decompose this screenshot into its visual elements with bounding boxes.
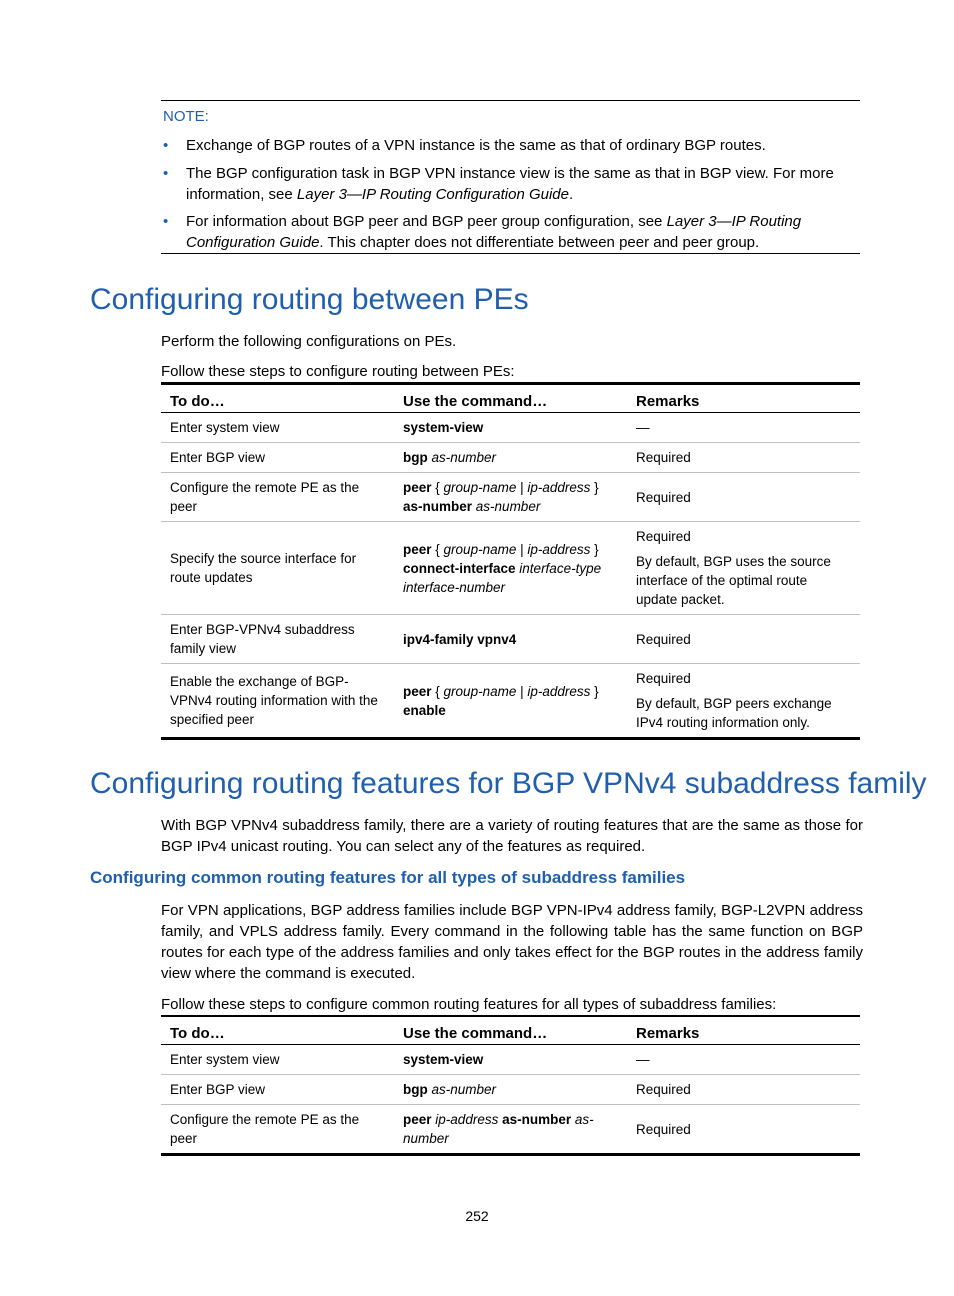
column-header: Remarks [627, 1017, 860, 1045]
todo-cell: Enter BGP view [161, 443, 394, 473]
bullet-icon: • [163, 137, 169, 154]
column-header: Remarks [627, 385, 860, 413]
table-row [161, 473, 860, 522]
note-bottom-rule [161, 253, 860, 254]
table-row [161, 1045, 860, 1075]
section-heading: Configuring routing between PEs [90, 283, 529, 316]
remarks-cell: Required [636, 1121, 691, 1137]
column-header: Use the command… [394, 1017, 627, 1045]
column-header: Use the command… [394, 385, 627, 413]
remarks-cell: Required By default, BGP peers exchange IPv4 routing information only. [636, 671, 832, 730]
table-row [161, 1075, 860, 1105]
todo-cell: Enter BGP view [161, 1075, 394, 1105]
table-row [161, 1105, 860, 1154]
table-row [161, 664, 860, 738]
table-row [161, 443, 860, 473]
table-bottom-rule [161, 737, 860, 740]
table-row [161, 413, 860, 443]
page-number: 252 [465, 1208, 489, 1224]
table-row [161, 615, 860, 664]
steps-intro: Follow these steps to configure routing between PEs: [161, 363, 515, 380]
todo-cell: Configure the remote PE as the peer [161, 473, 394, 522]
section-intro: With BGP VPNv4 subaddress family, there are a variety of routing features that are the same as those for BGP IPv4 unicast routing. You can select any of the features as required. [161, 817, 863, 855]
todo-cell: Configure the remote PE as the peer [170, 1112, 360, 1146]
table-header-row [161, 385, 860, 413]
command-cell: system-view [394, 1045, 627, 1075]
table-bottom-rule [161, 1153, 860, 1156]
steps-table [161, 385, 860, 737]
todo-cell: Enter system view [161, 1045, 394, 1075]
todo-cell: Specify the source interface for route updates [161, 522, 394, 615]
todo-cell: Enter system view [161, 413, 394, 443]
remarks-cell: Required [627, 615, 860, 664]
remarks-cell: — [627, 413, 860, 443]
subsection-body: For VPN applications, BGP address families include BGP VPN-IPv4 address family, BGP-L2VPN address family, and VPLS address family. Every command in the following table has the same function on BGP routes for each type of the address families and only takes effect for the BGP routes in the address family view where the command is executed. [161, 902, 863, 982]
bullet-icon: • [163, 213, 169, 230]
command-cell: bgp as-number [394, 1075, 627, 1105]
note-item-text: The BGP configuration task in BGP VPN instance view is the same as that in BGP view. For more information, see Layer 3—IP Routing Configuration Guide. [186, 165, 834, 203]
command-cell: peer { group-name | ip-address } as-number as-number [394, 473, 627, 522]
remarks-cell: — [627, 1045, 860, 1075]
todo-cell: Enter BGP-VPNv4 subaddress family view [161, 615, 394, 664]
table-header-row [161, 1017, 860, 1045]
note-item-text: For information about BGP peer and BGP peer group configuration, see Layer 3—IP Routing Configuration Guide. This chapter does not differentiate between peer and peer group. [186, 213, 802, 251]
command-cell: bgp as-number [394, 443, 627, 473]
remarks-cell: Required [627, 1075, 860, 1105]
section-intro: Perform the following configurations on PEs. [161, 333, 457, 350]
remarks-cell: Required [627, 443, 860, 473]
remarks-cell: Required By default, BGP uses the source interface of the optimal route update packet. [627, 522, 860, 615]
table-row [161, 522, 860, 615]
steps-table [161, 1017, 860, 1153]
column-header: To do… [161, 1017, 394, 1045]
command-cell: peer { group-name | ip-address } connect-interface interface-type interface-number [394, 522, 627, 615]
todo-cell: Enable the exchange of BGP-VPNv4 routing information with the specified peer [170, 674, 378, 727]
command-cell: system-view [394, 413, 627, 443]
guide-reference: Layer 3—IP Routing Configuration Guide [296, 186, 569, 203]
command-cell: peer { group-name | ip-address } enable [403, 683, 599, 718]
subsection-heading: Configuring common routing features for all types of subaddress families [90, 868, 686, 887]
remarks-cell: Required [627, 473, 860, 522]
guide-reference: Layer 3—IP Routing Configuration Guide [186, 213, 802, 251]
bullet-icon: • [163, 165, 169, 182]
section-heading: Configuring routing features for BGP VPNv4 subaddress family [90, 767, 927, 800]
steps-intro: Follow these steps to configure common routing features for all types of subaddress families: [161, 996, 777, 1013]
command-cell: ipv4-family vpnv4 [394, 615, 627, 664]
column-header: To do… [161, 385, 394, 413]
note-label: NOTE: [163, 108, 209, 125]
command-cell: peer ip-address as-number as-number [403, 1112, 594, 1146]
note-item-text: Exchange of BGP routes of a VPN instance is the same as that of ordinary BGP routes. [186, 137, 766, 154]
note-top-rule [161, 100, 860, 101]
